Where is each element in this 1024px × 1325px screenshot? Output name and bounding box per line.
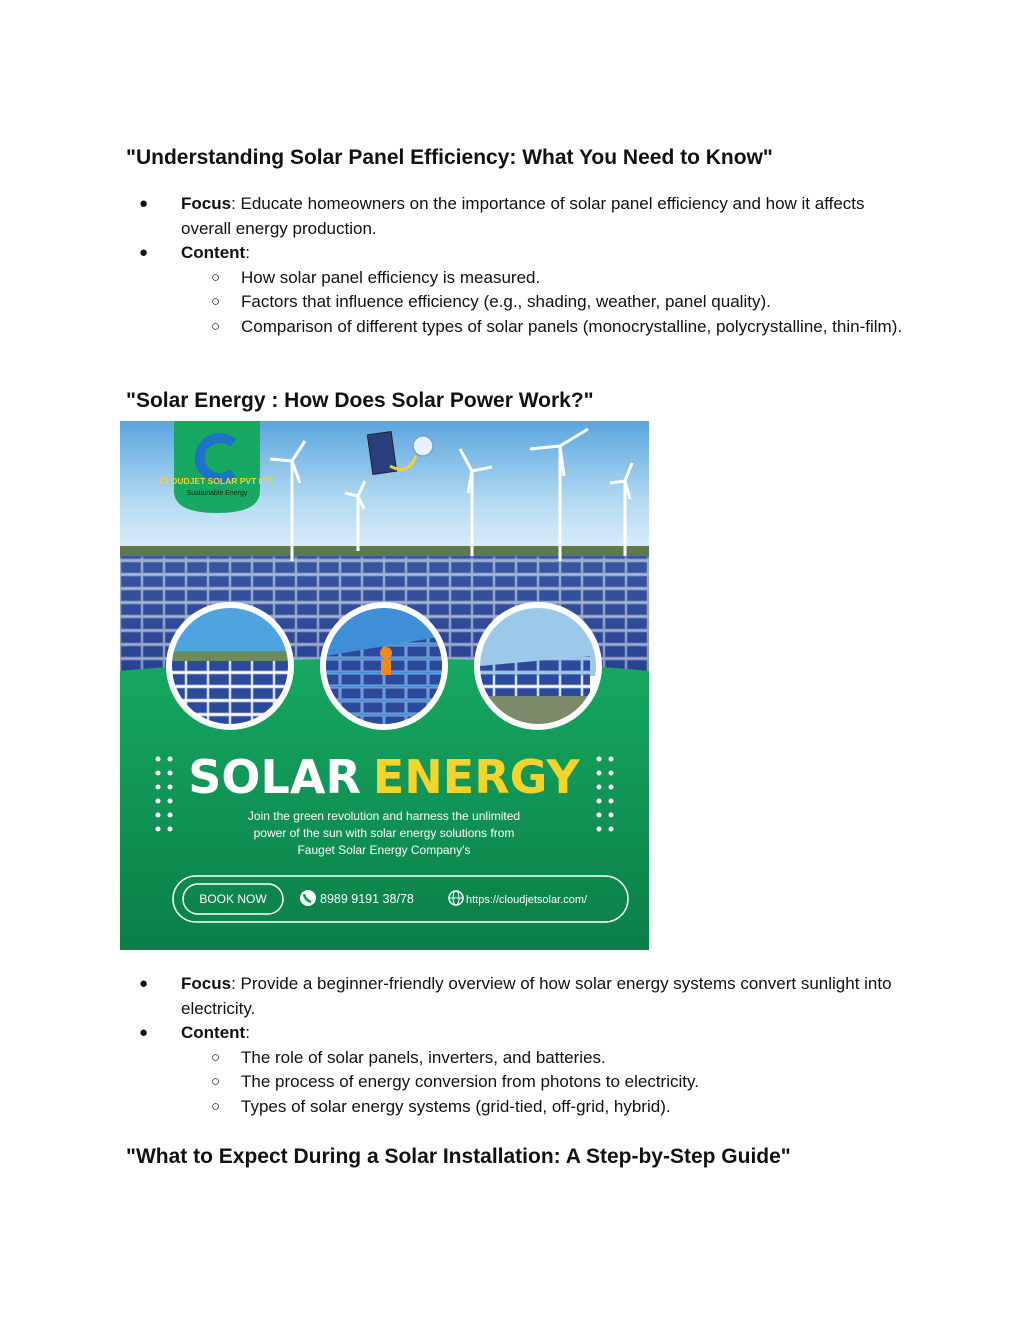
poster-body-line1: Join the green revolution and harness the unlimited xyxy=(247,809,521,823)
phone-icon xyxy=(300,890,316,906)
sub-list-item xyxy=(126,266,906,291)
sub-item-text: The process of energy conversion from photons to electricity. xyxy=(241,1072,699,1091)
company-name: CLOUDJET SOLAR PVT LTD xyxy=(159,476,275,486)
poster-title xyxy=(188,750,580,804)
bullet-icon: ● xyxy=(139,1024,149,1041)
company-tagline: Sustainable Energy xyxy=(186,490,248,497)
section1-heading: "Understanding Solar Panel Efficiency: What You Need to Know" xyxy=(126,146,773,169)
sub-item-text: How solar panel efficiency is measured. xyxy=(241,267,541,287)
section3-heading: "What to Expect During a Solar Installation: A Step-by-Step Guide" xyxy=(126,1145,791,1168)
poster-body-line2: power of the sun with solar energy solutions from xyxy=(253,826,515,840)
sub-bullet-icon: ○ xyxy=(211,293,221,310)
poster-graphic xyxy=(120,421,649,950)
sub-item-text: Types of solar energy systems (grid-tied, off-grid, hybrid). xyxy=(241,1096,671,1116)
sub-list-item xyxy=(126,1070,906,1095)
focus-text: : Provide a beginner-friendly overview of how solar energy systems convert sunlight into electricity. xyxy=(181,974,892,1018)
sub-item-text: The role of solar panels, inverters, and batteries. xyxy=(241,1047,606,1067)
sub-item-text: Factors that influence efficiency (e.g., shading, weather, panel quality). xyxy=(241,292,771,311)
photo-circle-3 xyxy=(474,602,602,731)
solar-energy-poster xyxy=(120,421,649,950)
poster-title-word2: ENERGY xyxy=(372,750,580,804)
website-link[interactable]: https://cloudjetsolar.com/ xyxy=(466,894,588,906)
sub-bullet-icon: ○ xyxy=(211,1073,221,1090)
content-label: Content xyxy=(181,1023,246,1042)
sub-bullet-icon: ○ xyxy=(211,268,221,286)
focus-label: Focus xyxy=(181,194,232,213)
sub-list-item xyxy=(126,1046,906,1071)
section2-heading: "Solar Energy : How Does Solar Power Work?" xyxy=(126,389,594,412)
photo-circle-1 xyxy=(166,602,294,730)
focus-text: : Educate homeowners on the importance of solar panel efficiency and how it affects overall energy production. xyxy=(181,194,865,238)
bullet-icon: ● xyxy=(139,195,149,212)
sub-bullet-icon: ○ xyxy=(211,1048,221,1066)
section2-list xyxy=(126,972,906,1119)
bullet-icon: ● xyxy=(139,975,149,992)
focus-label: Focus xyxy=(181,974,232,993)
list-item-focus xyxy=(126,192,906,241)
photo-circle-2 xyxy=(320,602,448,730)
phone-number: 8989 9191 38/78 xyxy=(320,892,414,906)
section1-list xyxy=(126,192,906,339)
list-item-content xyxy=(126,241,906,266)
poster-body-line3: Fauget Solar Energy Company's xyxy=(297,843,471,857)
sub-item-text: Comparison of different types of solar panels (monocrystalline, polycrystalline, thin-film). xyxy=(241,316,903,336)
sub-list-item xyxy=(126,1095,906,1120)
sub-list-item xyxy=(126,315,906,340)
content-colon: : xyxy=(245,1023,250,1042)
bullet-icon: ● xyxy=(139,244,149,261)
sub-bullet-icon: ○ xyxy=(211,1097,221,1115)
poster-title-word1: SOLAR xyxy=(188,750,361,804)
sub-bullet-icon: ○ xyxy=(211,317,221,335)
list-item-focus xyxy=(126,972,906,1021)
book-now-label: BOOK NOW xyxy=(199,892,267,906)
list-item-content xyxy=(126,1021,906,1046)
content-label: Content xyxy=(181,243,246,262)
content-colon: : xyxy=(245,243,250,262)
sub-list-item xyxy=(126,290,906,315)
